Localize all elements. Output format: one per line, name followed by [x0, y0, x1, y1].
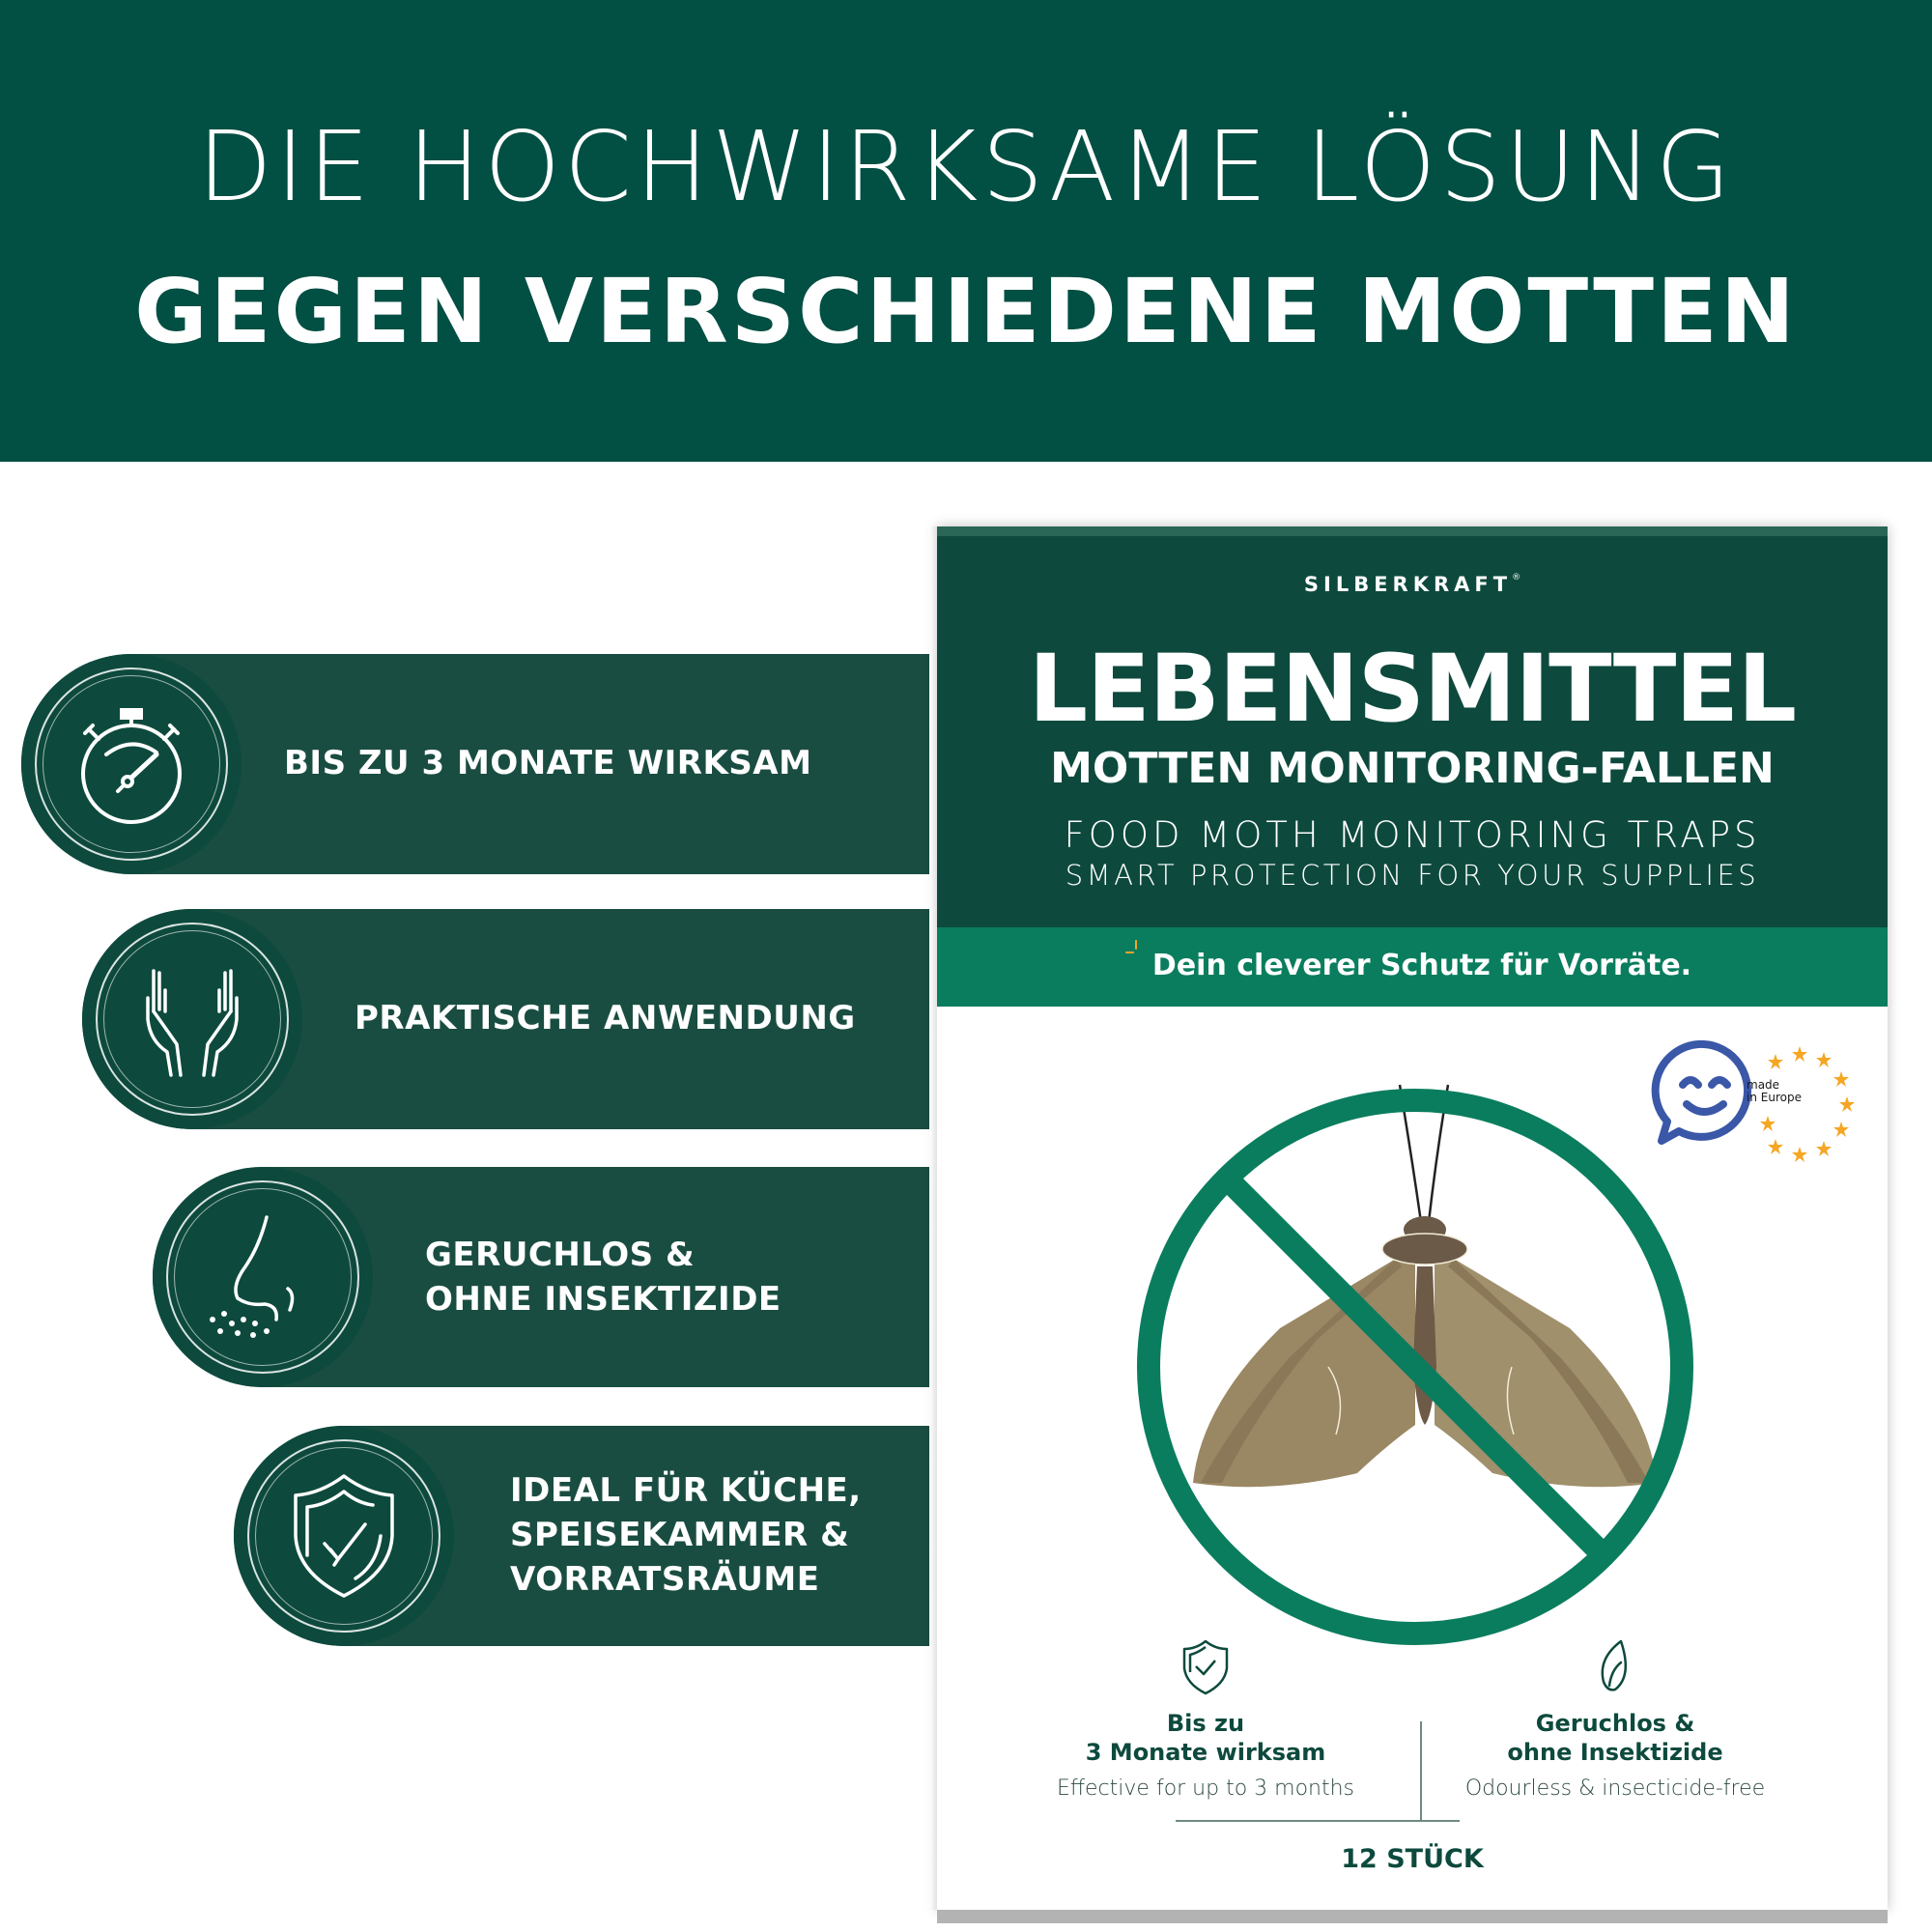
- feature-label: BIS ZU 3 MONATE WIRKSAM: [284, 744, 812, 782]
- slogan-band: [937, 927, 1888, 1007]
- package-top-panel: [937, 526, 1888, 927]
- product-english-title: FOOD MOTH MONITORING TRAPS: [1064, 814, 1761, 856]
- feature-band-odourless: [153, 1167, 937, 1387]
- feature-label: GERUCHLOS & OHNE INSEKTIZIDE: [425, 1236, 781, 1319]
- feature-band-ideal-for: [234, 1426, 937, 1646]
- slogan-text: Dein cleverer Schutz für Vorräte.: [1151, 949, 1692, 982]
- divider-vertical: [1420, 1721, 1422, 1820]
- brand-logo: SILBERKRAFT®: [1303, 573, 1521, 596]
- feature-label: IDEAL FÜR KÜCHE, SPEISEKAMMER & VORRATSRÄUME: [510, 1471, 862, 1599]
- header-banner: [0, 0, 1932, 462]
- feature-icon-badge: [234, 1426, 454, 1646]
- nose-icon: [195, 1209, 330, 1345]
- divider-horizontal: [1176, 1820, 1460, 1822]
- feature-band-application: [82, 909, 937, 1129]
- feature-icon-badge: [153, 1167, 373, 1387]
- benefit-effective: Bis zu 3 Monate wirksam Effective for up to 3 months: [1012, 1637, 1399, 1804]
- moth-prohibited-icon: [1125, 1077, 1705, 1657]
- feature-band-effective: [21, 654, 937, 874]
- product-english-tagline: SMART PROTECTION FOR YOUR SUPPLIES: [1065, 859, 1760, 892]
- feature-label: PRAKTISCHE ANWENDUNG: [355, 999, 856, 1037]
- made-in-europe-text: made in Europe: [1747, 1078, 1802, 1104]
- benefit-odourless: Geruchlos & ohne Insektizide Odourless & insecticide-free: [1422, 1637, 1808, 1804]
- product-package: [937, 526, 1888, 1910]
- headline-line-1: DIE HOCHWIRKSAME LÖSUNG: [197, 110, 1735, 223]
- package-count: 12 STÜCK: [1341, 1844, 1484, 1874]
- shield-check-icon: [1177, 1637, 1235, 1695]
- benefit-english: Odourless & insecticide-free: [1464, 1776, 1766, 1801]
- stopwatch-icon: [64, 696, 199, 832]
- eu-stars-icon: [1760, 1046, 1855, 1162]
- open-hands-icon: [125, 952, 260, 1087]
- feature-icon-badge: [82, 909, 302, 1129]
- leaf-icon: [1586, 1637, 1644, 1695]
- product-subtitle: MOTTEN MONITORING-FALLEN: [1050, 744, 1775, 793]
- feature-icon-badge: [21, 654, 242, 874]
- product-title: LEBENSMITTEL: [1028, 635, 1797, 743]
- headline-line-2: GEGEN VERSCHIEDENE MOTTEN: [134, 260, 1798, 363]
- shield-check-icon: [276, 1468, 412, 1604]
- benefit-english: Effective for up to 3 months: [1056, 1776, 1355, 1801]
